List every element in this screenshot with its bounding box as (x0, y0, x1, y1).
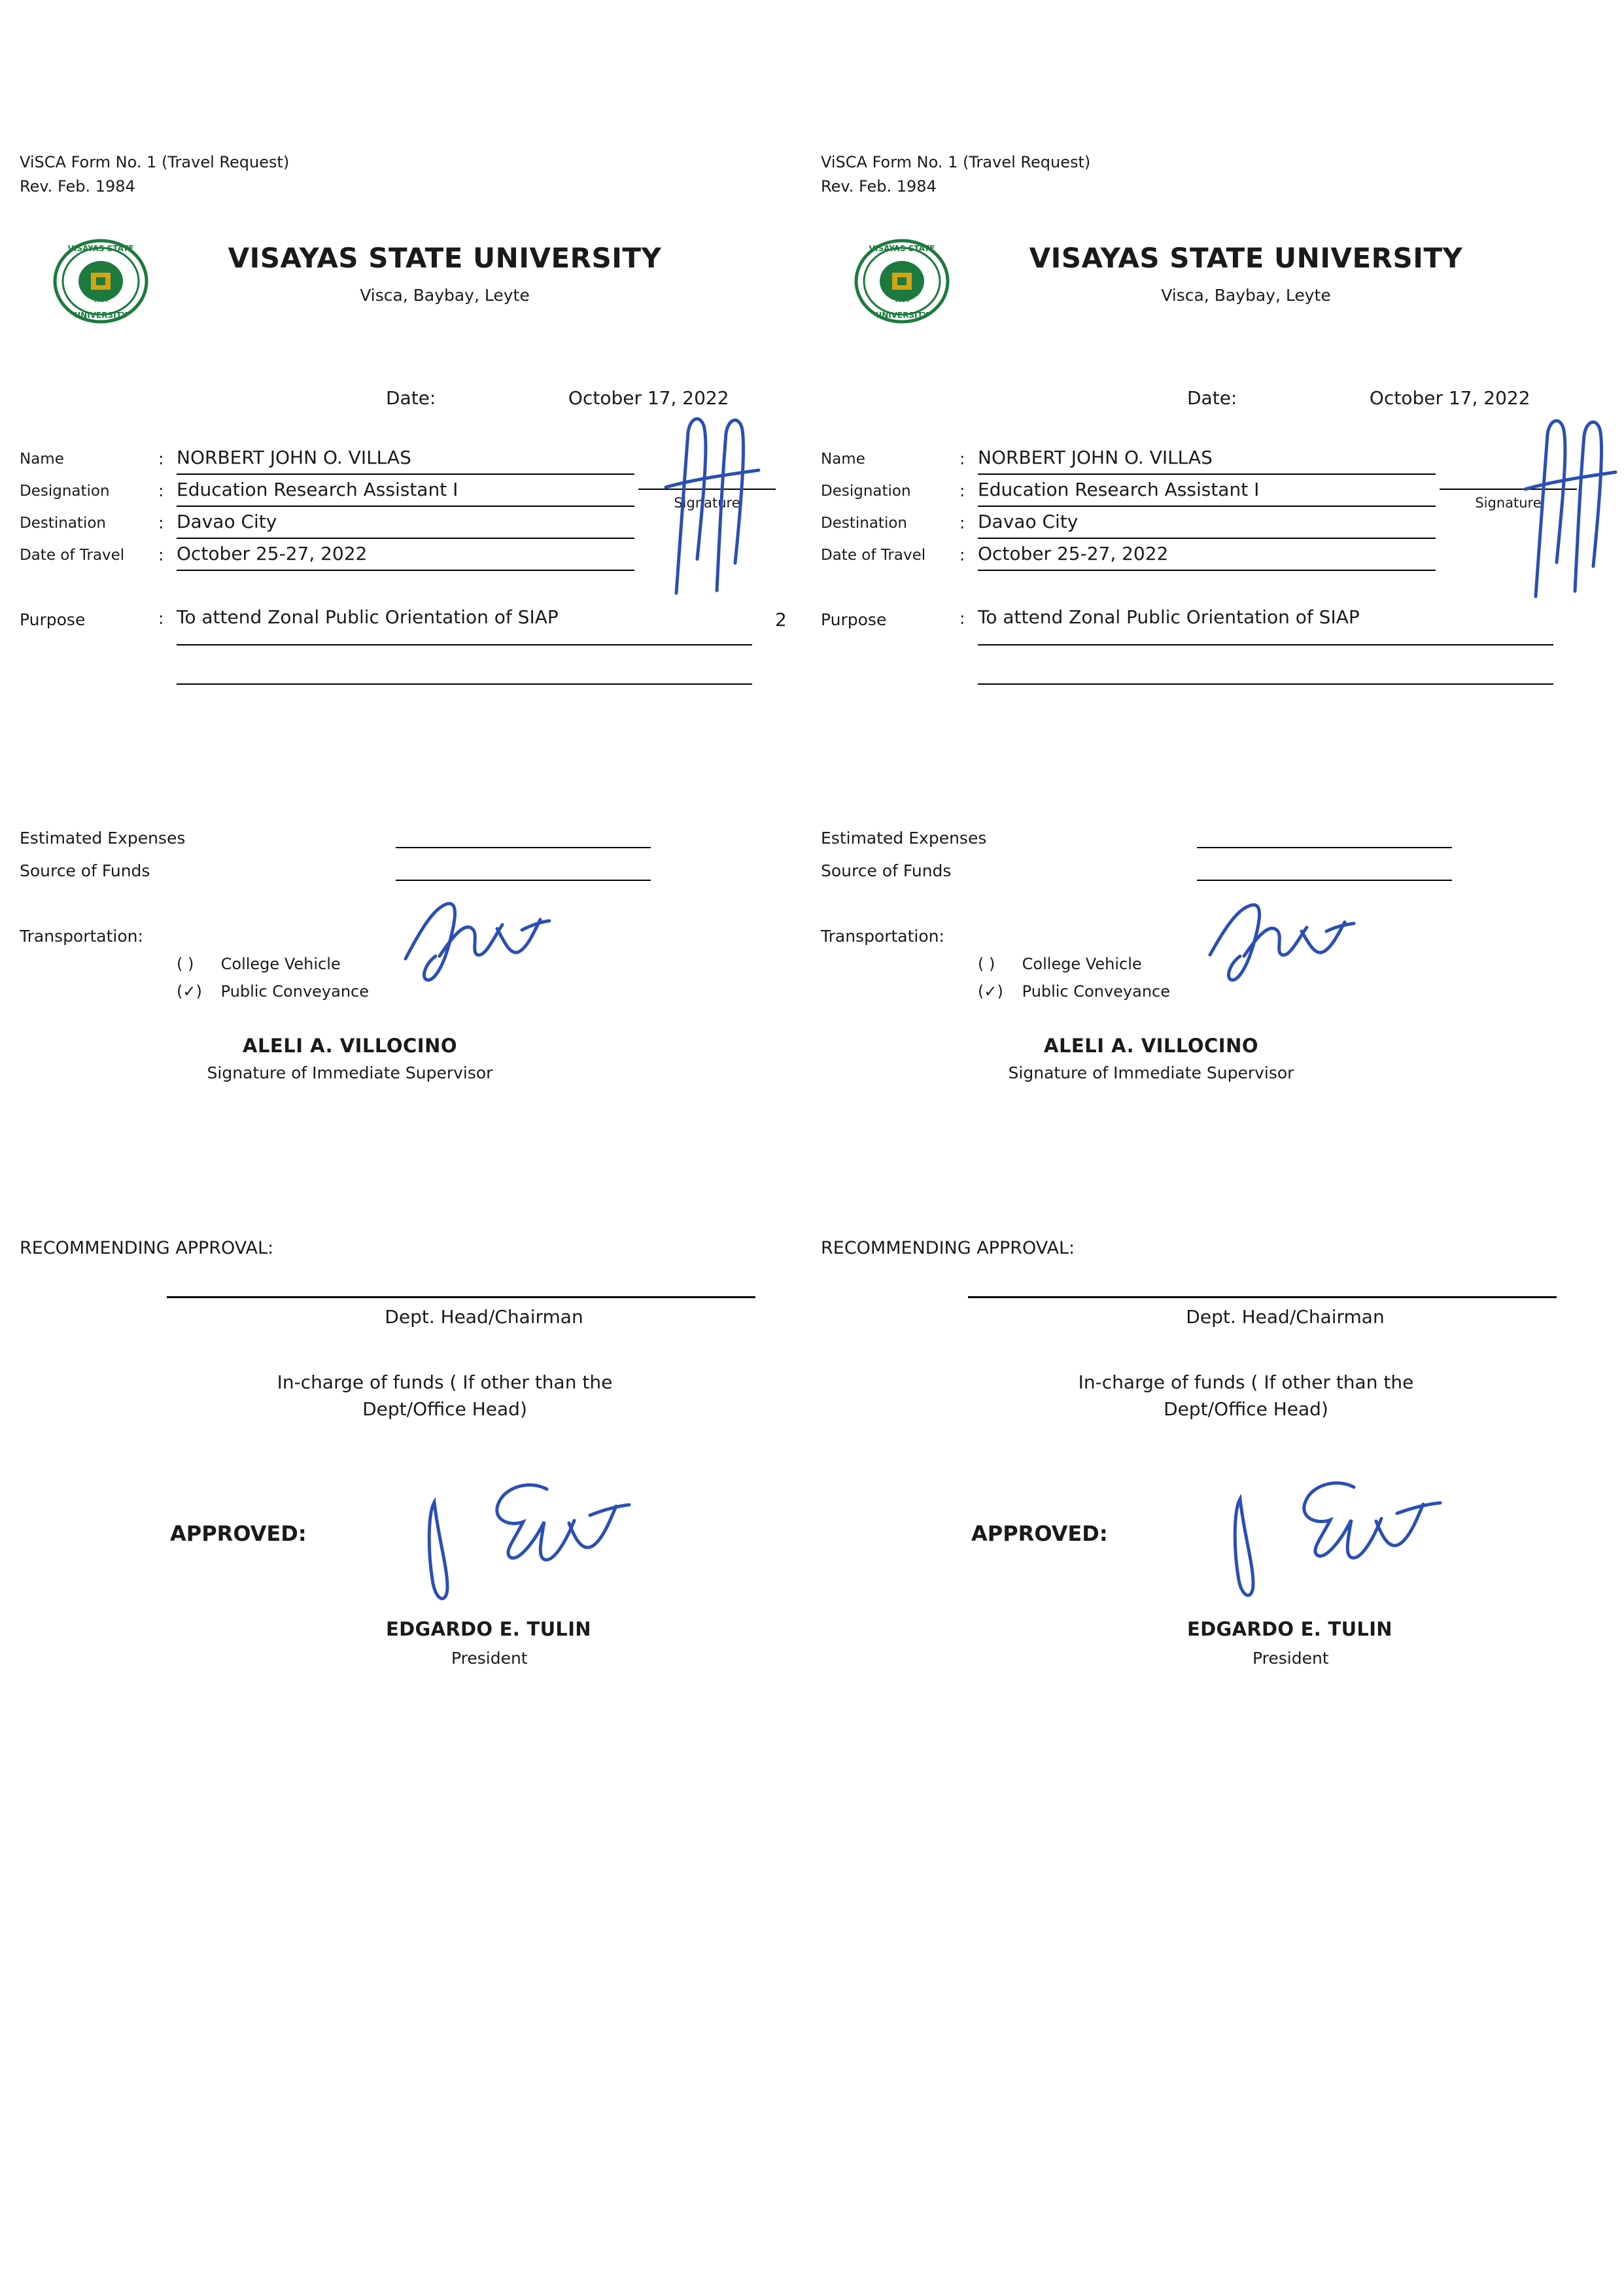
purpose-value: To attend Zonal Public Orientation of SIAP (978, 606, 1360, 628)
svg-text:UNIVERSITY: UNIVERSITY (74, 311, 128, 320)
purpose-label: Purpose (821, 610, 887, 630)
transport-option-label: College Vehicle (1022, 955, 1142, 974)
checkbox-college-vehicle[interactable]: ( ) (177, 955, 194, 974)
field-value-date-of-travel: October 25-27, 2022 (177, 543, 634, 571)
transport-option-college-vehicle (20, 955, 791, 973)
purpose-label: Purpose (20, 610, 86, 630)
supervisor-caption: Signature of Immediate Supervisor (1008, 1063, 1294, 1083)
purpose-line (978, 683, 1553, 685)
source-of-funds-row (821, 861, 1593, 894)
purpose-colon: : (959, 609, 965, 628)
purpose-value: To attend Zonal Public Orientation of SIAP (177, 606, 559, 628)
svg-text:1924: 1924 (894, 298, 910, 305)
field-colon: : (959, 481, 965, 501)
transportation-block (821, 927, 1593, 1001)
applicant-signature-area (632, 487, 782, 511)
form-number: ViSCA Form No. 1 (Travel Request) (20, 153, 290, 171)
date-row (821, 387, 1593, 409)
university-seal-icon (44, 235, 169, 327)
signature-caption: Signature (1475, 495, 1542, 511)
estimated-expenses-line (1197, 847, 1452, 848)
in-charge-of-funds-note (821, 1328, 1593, 1422)
transport-option-label: Public Conveyance (220, 982, 369, 1001)
purpose-line (177, 644, 752, 645)
estimated-expenses-row (821, 829, 1593, 861)
supervisor-name: ALELI A. VILLOCINO (243, 1035, 457, 1058)
supervisor-block (821, 1035, 1593, 1082)
transport-option-public-conveyance (20, 982, 791, 1001)
date-label: Date: (1187, 387, 1237, 409)
travel-request-form-copy-2 (775, 150, 1593, 1717)
travel-request-form-copy-1 (20, 150, 791, 1717)
field-colon: : (959, 513, 965, 533)
approved-block (20, 1521, 791, 1717)
transport-option-label: Public Conveyance (1022, 982, 1170, 1001)
field-row-name (821, 447, 1593, 479)
field-colon: : (158, 545, 164, 565)
in-charge-of-funds-note (20, 1328, 791, 1422)
source-of-funds-line (1197, 880, 1452, 881)
note-line-1: In-charge of funds ( If other than the (277, 1371, 613, 1394)
university-address: Visca, Baybay, Leyte (1161, 286, 1331, 305)
field-row-date-of-travel (821, 543, 1593, 575)
letterhead (20, 230, 791, 361)
note-line-2: Dept/Office Head) (362, 1398, 527, 1420)
estimated-expenses-label: Estimated Expenses (821, 829, 987, 848)
source-of-funds-line (396, 880, 651, 881)
recommending-approval-label: RECOMMENDING APPROVAL: (821, 1238, 1075, 1259)
form-header (20, 150, 791, 199)
field-row-date-of-travel (20, 543, 791, 575)
date-value: October 17, 2022 (1369, 387, 1530, 409)
form-number: ViSCA Form No. 1 (Travel Request) (821, 153, 1091, 171)
estimated-expenses-row (20, 829, 791, 861)
field-value-destination: Davao City (978, 511, 1436, 539)
approver-title: President (1253, 1648, 1329, 1668)
field-label: Date of Travel (821, 547, 926, 564)
estimated-block (821, 829, 1593, 894)
field-label: Destination (20, 515, 106, 532)
field-label: Name (20, 451, 64, 468)
field-value-name: NORBERT JOHN O. VILLAS (177, 447, 634, 475)
svg-text:VISAYAS STATE: VISAYAS STATE (67, 244, 134, 254)
svg-text:1924: 1924 (93, 298, 109, 305)
estimated-expenses-label: Estimated Expenses (20, 829, 186, 848)
transportation-block (20, 927, 791, 1001)
field-colon: : (158, 449, 164, 469)
field-value-designation: Education Research Assistant I (177, 479, 634, 507)
field-label: Destination (821, 515, 907, 532)
purpose-line (177, 683, 752, 685)
field-label: Designation (821, 483, 911, 500)
form-revision: Rev. Feb. 1984 (821, 177, 937, 196)
approver-title: President (451, 1648, 528, 1668)
university-name: VISAYAS STATE UNIVERSITY (1029, 242, 1463, 275)
recommending-approval-block (821, 1238, 1593, 1422)
purpose-block (775, 606, 1593, 717)
recommending-approval-label: RECOMMENDING APPROVAL: (20, 1238, 274, 1259)
source-of-funds-label: Source of Funds (20, 861, 150, 881)
signature-caption: Signature (674, 495, 740, 511)
dept-head-caption: Dept. Head/Chairman (1186, 1306, 1385, 1328)
field-colon: : (959, 449, 965, 469)
approver-name: EDGARDO E. TULIN (1187, 1617, 1392, 1640)
letterhead (821, 230, 1593, 361)
form-revision: Rev. Feb. 1984 (20, 177, 135, 196)
transport-option-public-conveyance (821, 982, 1593, 1001)
supervisor-block (20, 1035, 791, 1082)
field-label: Designation (20, 483, 110, 500)
field-colon: : (158, 481, 164, 501)
date-value: October 17, 2022 (568, 387, 729, 409)
checkbox-public-conveyance[interactable]: (✓) (978, 982, 1003, 1001)
applicant-signature-area (1433, 487, 1583, 511)
approver-name: EDGARDO E. TULIN (386, 1617, 591, 1640)
form-header (821, 150, 1593, 199)
transportation-label: Transportation: (20, 927, 143, 946)
source-of-funds-label: Source of Funds (821, 861, 952, 881)
field-row-destination (821, 511, 1593, 543)
applicant-fields (821, 447, 1593, 575)
estimated-expenses-line (396, 847, 651, 848)
field-label: Name (821, 451, 865, 468)
field-label: Date of Travel (20, 547, 125, 564)
transportation-label: Transportation: (821, 927, 944, 946)
source-of-funds-row (20, 861, 791, 894)
estimated-block (20, 829, 791, 894)
purpose-line (978, 644, 1553, 645)
approved-label: APPROVED: (971, 1521, 1108, 1546)
transport-option-label: College Vehicle (220, 955, 341, 974)
field-value-designation: Education Research Assistant I (978, 479, 1436, 507)
field-colon: : (959, 545, 965, 565)
recommending-approval-block (20, 1238, 791, 1422)
university-address: Visca, Baybay, Leyte (360, 286, 530, 305)
applicant-fields (20, 447, 791, 575)
checkbox-public-conveyance[interactable]: (✓) (177, 982, 202, 1001)
field-value-destination: Davao City (177, 511, 634, 539)
supervisor-name: ALELI A. VILLOCINO (1044, 1035, 1258, 1058)
purpose-colon: : (158, 609, 164, 628)
svg-text:VISAYAS STATE: VISAYAS STATE (869, 244, 935, 254)
purpose-block (20, 606, 791, 717)
supervisor-caption: Signature of Immediate Supervisor (207, 1063, 493, 1083)
note-line-2: Dept/Office Head) (1164, 1398, 1328, 1420)
field-row-destination (20, 511, 791, 543)
field-row-name (20, 447, 791, 479)
checkbox-college-vehicle[interactable]: ( ) (978, 955, 995, 974)
transport-option-college-vehicle (821, 955, 1593, 973)
date-row (20, 387, 791, 409)
university-seal-icon (846, 235, 970, 327)
field-value-name: NORBERT JOHN O. VILLAS (978, 447, 1436, 475)
svg-text:UNIVERSITY: UNIVERSITY (875, 311, 929, 320)
approved-block (821, 1521, 1593, 1717)
field-value-date-of-travel: October 25-27, 2022 (978, 543, 1436, 571)
date-label: Date: (386, 387, 436, 409)
approved-label: APPROVED: (170, 1521, 307, 1546)
note-line-1: In-charge of funds ( If other than the (1078, 1371, 1414, 1394)
university-name: VISAYAS STATE UNIVERSITY (228, 242, 662, 275)
dept-head-caption: Dept. Head/Chairman (385, 1306, 583, 1328)
field-colon: : (158, 513, 164, 533)
copy-number: 2 (775, 609, 787, 631)
